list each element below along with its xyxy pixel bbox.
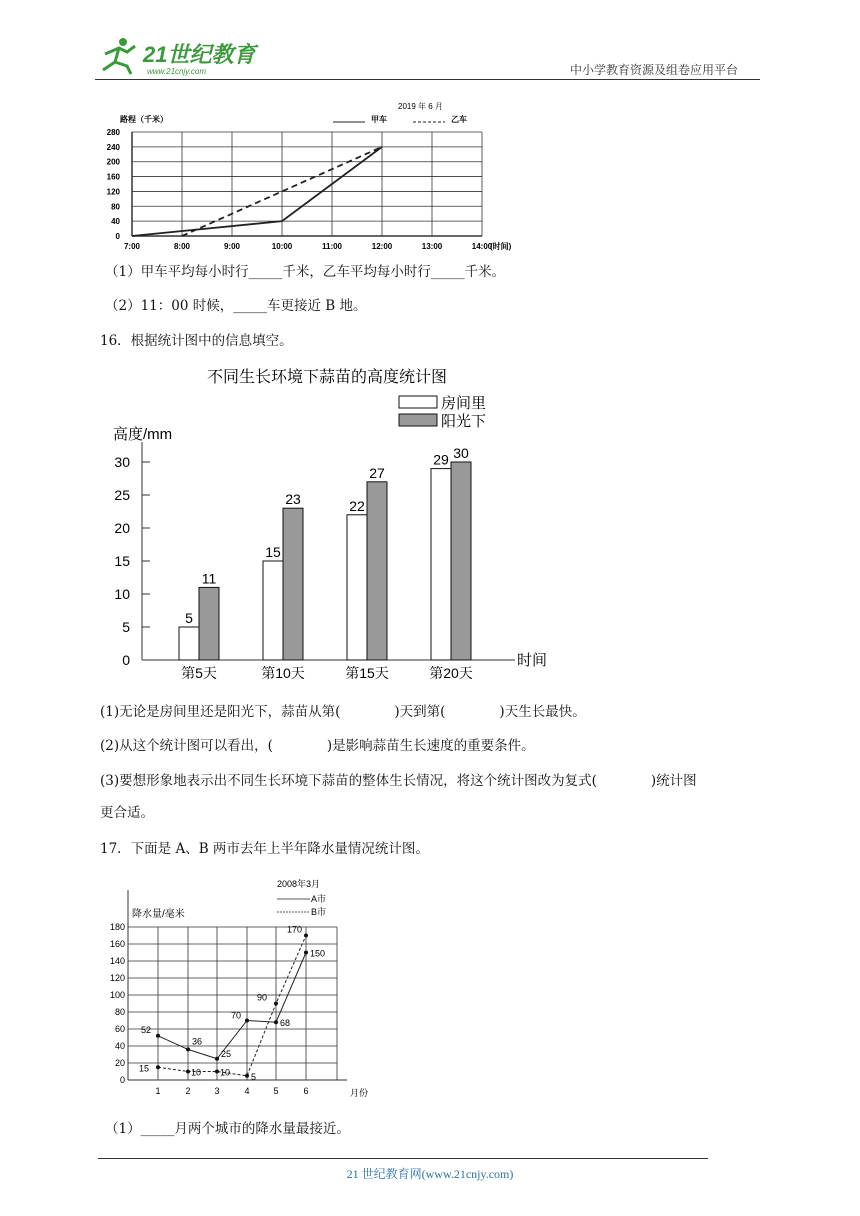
bar xyxy=(367,482,387,660)
legend-label: 甲车 xyxy=(371,115,387,124)
y-tick-label: 120 xyxy=(106,187,120,197)
y-axis-label: 路程（千米） xyxy=(120,115,168,124)
bar xyxy=(451,462,471,660)
data-point xyxy=(274,1020,278,1024)
x-tick-label: 10:00 xyxy=(271,242,293,251)
data-label: 150 xyxy=(310,948,326,959)
data-point xyxy=(245,1019,249,1023)
data-label: 5 xyxy=(185,610,193,626)
x-tick-label: 14:00 xyxy=(471,242,493,251)
logo-url: www.21cnjy.com xyxy=(147,67,206,76)
data-label: 27 xyxy=(369,464,385,481)
data-label: 70 xyxy=(231,1010,242,1021)
chart-title: 不同生长环境下蒜苗的高度统计图 xyxy=(207,369,448,386)
y-tick-label: 100 xyxy=(109,990,125,1000)
series-line xyxy=(158,936,306,1076)
series-line xyxy=(158,953,306,1059)
x-axis-label: 时间 xyxy=(517,652,548,669)
legend-label: 阳光下 xyxy=(441,413,487,430)
data-label: 22 xyxy=(349,497,365,514)
q16-sub2: (2)从这个统计图可以看出，( )是影响蒜苗生长速度的重要条件。 xyxy=(100,738,535,754)
data-label: 15 xyxy=(265,544,281,560)
y-axis-label: 降水量/毫米 xyxy=(132,909,185,920)
y-tick-label: 5 xyxy=(122,619,130,635)
x-tick-label: 第10天 xyxy=(261,665,305,681)
x-tick-label: 4 xyxy=(244,1086,250,1096)
legend-label: A市 xyxy=(311,894,327,904)
q16-sub3: (3)要想形象地表示出不同生长环境下蒜苗的整体生长情况，将这个统计图改为复式( )统计图 xyxy=(100,773,697,789)
data-label: 29 xyxy=(433,451,449,468)
q17-sub1: （1）_____月两个城市的降水量最接近。 xyxy=(105,1121,350,1137)
y-tick-label: 40 xyxy=(114,1041,125,1051)
data-label: 90 xyxy=(257,992,268,1003)
x-tick-label: 3 xyxy=(214,1086,220,1096)
data-label: 170 xyxy=(287,924,303,935)
footer-source: 21 世纪教育网(www.21cnjy.com) xyxy=(346,1167,514,1181)
data-label: 25 xyxy=(221,1048,232,1059)
x-axis-label: 月份 xyxy=(350,1088,369,1098)
y-tick-label: 25 xyxy=(114,487,130,503)
x-tick-label: 13:00 xyxy=(421,242,443,251)
data-label: 36 xyxy=(192,1036,203,1047)
y-tick-label: 20 xyxy=(114,520,130,536)
y-tick-label: 60 xyxy=(114,1024,125,1034)
y-tick-label: 160 xyxy=(109,939,125,949)
platform-name: 中小学教育资源及组卷应用平台 xyxy=(570,63,739,77)
q15-distance-chart xyxy=(95,95,515,255)
data-point xyxy=(156,1034,160,1038)
x-tick-label: 12:00 xyxy=(371,242,393,251)
data-label: 23 xyxy=(285,491,301,508)
data-label: 10 xyxy=(220,1067,231,1078)
bar xyxy=(179,627,199,660)
y-tick-label: 0 xyxy=(122,652,130,668)
legend-swatch xyxy=(399,396,437,408)
x-tick-label: 1 xyxy=(155,1086,161,1096)
data-point xyxy=(186,1070,190,1074)
q15-sub2: （2）11：00 时候，_____车更接近 B 地。 xyxy=(105,298,367,314)
q17-title: 17．下面是 A、B 两市去年上半年降水量情况统计图。 xyxy=(100,841,429,857)
x-tick-label: 6 xyxy=(303,1086,309,1096)
y-tick-label: 15 xyxy=(114,553,130,569)
y-tick-label: 80 xyxy=(114,1007,125,1017)
data-label: 5 xyxy=(251,1071,257,1082)
bar xyxy=(347,515,367,660)
legend-label: 房间里 xyxy=(441,395,487,412)
y-tick-label: 10 xyxy=(114,586,130,602)
x-tick-label: 7:00 xyxy=(123,242,141,251)
data-point xyxy=(186,1047,190,1051)
data-label: 30 xyxy=(453,445,469,461)
data-point xyxy=(304,934,308,938)
x-tick-label: 2 xyxy=(185,1086,191,1096)
q16-title: 16．根据统计图中的信息填空。 xyxy=(100,333,293,349)
data-point xyxy=(274,1002,278,1006)
bar xyxy=(283,508,303,660)
data-label: 68 xyxy=(280,1018,291,1029)
q16-bar-chart xyxy=(105,360,565,690)
y-tick-label: 20 xyxy=(114,1058,125,1068)
y-tick-label: 0 xyxy=(115,232,120,241)
q17-rainfall-chart xyxy=(105,870,385,1100)
data-label: 10 xyxy=(191,1067,202,1078)
q16-sub1: (1)无论是房间里还是阳光下，蒜苗从第( )天到第( )天生长最快。 xyxy=(100,704,586,720)
x-tick-label: 8:00 xyxy=(173,242,191,251)
data-label: 11 xyxy=(201,570,217,587)
bar xyxy=(431,469,451,660)
x-tick-label: 第15天 xyxy=(345,665,389,681)
data-point xyxy=(215,1057,219,1061)
runner-logo-icon xyxy=(103,38,135,74)
data-label: 15 xyxy=(139,1063,150,1074)
y-tick-label: 0 xyxy=(119,1075,125,1085)
y-tick-label: 160 xyxy=(106,172,120,182)
legend-swatch xyxy=(399,414,437,426)
bar xyxy=(199,587,219,660)
bar xyxy=(263,561,283,660)
data-point xyxy=(156,1065,160,1069)
y-tick-label: 240 xyxy=(106,142,120,152)
y-tick-label: 140 xyxy=(109,956,125,966)
x-tick-label: 第5天 xyxy=(181,665,217,681)
data-point xyxy=(304,951,308,955)
data-label: 52 xyxy=(141,1024,152,1035)
y-tick-label: 200 xyxy=(106,157,120,167)
x-tick-label: 9:00 xyxy=(223,242,241,251)
y-tick-label: 280 xyxy=(106,128,120,137)
legend-label: B市 xyxy=(311,907,327,917)
y-tick-label: 80 xyxy=(111,202,120,212)
q16-sub3-cont: 更合适。 xyxy=(100,805,154,821)
header-divider xyxy=(95,79,760,80)
footer-divider xyxy=(98,1158,708,1159)
y-tick-label: 30 xyxy=(114,454,130,470)
chart-title: 2008年3月 xyxy=(277,879,321,889)
site-logo xyxy=(95,34,265,78)
x-tick-label: 第20天 xyxy=(429,665,473,681)
data-point xyxy=(215,1070,219,1074)
x-tick-label: 5 xyxy=(273,1086,279,1096)
x-axis-label: (时间) xyxy=(490,242,512,251)
chart-title: 2019 年 6 月 xyxy=(398,102,443,111)
y-axis-label: 高度/mm xyxy=(113,426,173,443)
logo-title: 21世纪教育 xyxy=(143,42,256,67)
data-point xyxy=(245,1074,249,1078)
y-tick-label: 40 xyxy=(111,217,120,227)
x-tick-label: 11:00 xyxy=(321,242,343,251)
legend-label: 乙车 xyxy=(451,115,467,124)
y-tick-label: 180 xyxy=(109,922,125,932)
y-tick-label: 120 xyxy=(109,973,125,983)
q15-sub1: （1）甲车平均每小时行_____千米，乙车平均每小时行_____千米。 xyxy=(105,264,506,280)
